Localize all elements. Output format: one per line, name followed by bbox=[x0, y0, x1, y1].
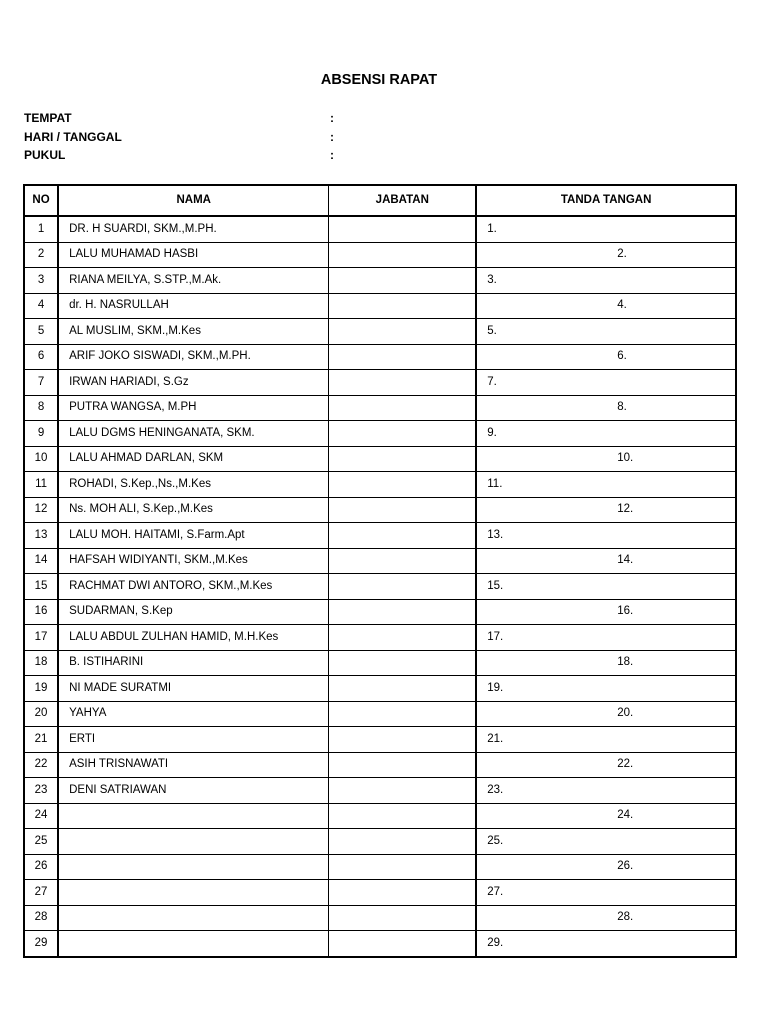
table-row bbox=[24, 370, 736, 396]
cell-tanda-tangan: 20. bbox=[476, 701, 736, 727]
cell-jabatan bbox=[329, 701, 476, 727]
cell-tanda-tangan: 13. bbox=[476, 523, 736, 549]
meeting-info bbox=[24, 111, 354, 167]
cell-nama: PUTRA WANGSA, M.PH bbox=[58, 395, 329, 421]
table-row bbox=[24, 216, 736, 242]
cell-jabatan bbox=[329, 727, 476, 753]
header-row bbox=[24, 185, 736, 216]
meta-colon: : bbox=[330, 129, 334, 144]
cell-nama: RIANA MEILYA, S.STP.,M.Ak. bbox=[58, 268, 329, 294]
table-row bbox=[24, 625, 736, 651]
table-row bbox=[24, 803, 736, 829]
meta-row-tempat bbox=[24, 111, 354, 130]
table-row bbox=[24, 701, 736, 727]
cell-jabatan bbox=[329, 268, 476, 294]
cell-tanda-tangan: 26. bbox=[476, 854, 736, 880]
meta-colon: : bbox=[330, 111, 334, 125]
meta-label: HARI / TANGGAL bbox=[24, 129, 122, 144]
cell-no: 5 bbox=[24, 319, 58, 345]
table-row bbox=[24, 395, 736, 421]
cell-jabatan bbox=[329, 319, 476, 345]
cell-no: 21 bbox=[24, 727, 58, 753]
cell-jabatan bbox=[329, 242, 476, 268]
cell-nama: HAFSAH WIDIYANTI, SKM.,M.Kes bbox=[58, 548, 329, 574]
header-no: NO bbox=[24, 185, 58, 216]
cell-no: 15 bbox=[24, 574, 58, 600]
table-header bbox=[24, 185, 736, 216]
cell-no: 10 bbox=[24, 446, 58, 472]
cell-tanda-tangan: 6. bbox=[476, 344, 736, 370]
cell-nama: DENI SATRIAWAN bbox=[58, 778, 329, 804]
cell-nama: ASIH TRISNAWATI bbox=[58, 752, 329, 778]
cell-nama: LALU ABDUL ZULHAN HAMID, M.H.Kes bbox=[58, 625, 329, 651]
cell-no: 22 bbox=[24, 752, 58, 778]
table-row bbox=[24, 319, 736, 345]
cell-no: 28 bbox=[24, 905, 58, 931]
meta-row-pukul bbox=[24, 148, 354, 167]
cell-nama bbox=[58, 931, 329, 957]
cell-tanda-tangan: 2. bbox=[476, 242, 736, 268]
cell-jabatan bbox=[329, 497, 476, 523]
cell-no: 14 bbox=[24, 548, 58, 574]
cell-jabatan bbox=[329, 344, 476, 370]
cell-tanda-tangan: 7. bbox=[476, 370, 736, 396]
table-row bbox=[24, 523, 736, 549]
cell-jabatan bbox=[329, 829, 476, 855]
table-row bbox=[24, 472, 736, 498]
cell-no: 17 bbox=[24, 625, 58, 651]
table-row bbox=[24, 829, 736, 855]
table-row bbox=[24, 650, 736, 676]
table-row bbox=[24, 905, 736, 931]
cell-no: 3 bbox=[24, 268, 58, 294]
cell-jabatan bbox=[329, 446, 476, 472]
cell-nama: LALU AHMAD DARLAN, SKM bbox=[58, 446, 329, 472]
cell-nama: ROHADI, S.Kep.,Ns.,M.Kes bbox=[58, 472, 329, 498]
cell-nama bbox=[58, 803, 329, 829]
table-row bbox=[24, 242, 736, 268]
table-row bbox=[24, 293, 736, 319]
cell-no: 8 bbox=[24, 395, 58, 421]
cell-tanda-tangan: 14. bbox=[476, 548, 736, 574]
cell-jabatan bbox=[329, 293, 476, 319]
table-row bbox=[24, 931, 736, 957]
attendance-table bbox=[23, 184, 737, 958]
cell-nama: LALU MUHAMAD HASBI bbox=[58, 242, 329, 268]
cell-no: 18 bbox=[24, 650, 58, 676]
cell-nama: dr. H. NASRULLAH bbox=[58, 293, 329, 319]
cell-tanda-tangan: 8. bbox=[476, 395, 736, 421]
cell-nama: ARIF JOKO SISWADI, SKM.,M.PH. bbox=[58, 344, 329, 370]
cell-tanda-tangan: 24. bbox=[476, 803, 736, 829]
cell-no: 27 bbox=[24, 880, 58, 906]
meta-row-hari-tanggal bbox=[24, 130, 354, 149]
cell-tanda-tangan: 27. bbox=[476, 880, 736, 906]
cell-tanda-tangan: 11. bbox=[476, 472, 736, 498]
table-row bbox=[24, 497, 736, 523]
cell-jabatan bbox=[329, 676, 476, 702]
cell-no: 4 bbox=[24, 293, 58, 319]
cell-tanda-tangan: 17. bbox=[476, 625, 736, 651]
cell-nama: SUDARMAN, S.Kep bbox=[58, 599, 329, 625]
table-row bbox=[24, 344, 736, 370]
table-row bbox=[24, 880, 736, 906]
cell-jabatan bbox=[329, 803, 476, 829]
cell-nama: B. ISTIHARINI bbox=[58, 650, 329, 676]
header-nama: NAMA bbox=[58, 185, 329, 216]
cell-no: 9 bbox=[24, 421, 58, 447]
table-row bbox=[24, 574, 736, 600]
cell-jabatan bbox=[329, 752, 476, 778]
cell-nama: NI MADE SURATMI bbox=[58, 676, 329, 702]
header-tanda-tangan: TANDA TANGAN bbox=[476, 185, 736, 216]
cell-nama: YAHYA bbox=[58, 701, 329, 727]
cell-tanda-tangan: 18. bbox=[476, 650, 736, 676]
cell-tanda-tangan: 9. bbox=[476, 421, 736, 447]
cell-tanda-tangan: 10. bbox=[476, 446, 736, 472]
table-row bbox=[24, 752, 736, 778]
cell-tanda-tangan: 15. bbox=[476, 574, 736, 600]
cell-no: 29 bbox=[24, 931, 58, 957]
cell-nama: Ns. MOH ALI, S.Kep.,M.Kes bbox=[58, 497, 329, 523]
cell-jabatan bbox=[329, 931, 476, 957]
cell-jabatan bbox=[329, 395, 476, 421]
cell-nama: LALU DGMS HENINGANATA, SKM. bbox=[58, 421, 329, 447]
meta-label: TEMPAT bbox=[24, 111, 72, 125]
cell-nama: IRWAN HARIADI, S.Gz bbox=[58, 370, 329, 396]
cell-tanda-tangan: 19. bbox=[476, 676, 736, 702]
cell-tanda-tangan: 28. bbox=[476, 905, 736, 931]
cell-jabatan bbox=[329, 650, 476, 676]
cell-nama bbox=[58, 905, 329, 931]
cell-jabatan bbox=[329, 548, 476, 574]
table-row bbox=[24, 676, 736, 702]
meta-colon: : bbox=[330, 148, 334, 162]
table-row bbox=[24, 268, 736, 294]
cell-tanda-tangan: 12. bbox=[476, 497, 736, 523]
cell-tanda-tangan: 23. bbox=[476, 778, 736, 804]
cell-jabatan bbox=[329, 599, 476, 625]
cell-jabatan bbox=[329, 421, 476, 447]
cell-no: 13 bbox=[24, 523, 58, 549]
cell-no: 25 bbox=[24, 829, 58, 855]
cell-tanda-tangan: 5. bbox=[476, 319, 736, 345]
table-row bbox=[24, 548, 736, 574]
meta-label: PUKUL bbox=[24, 148, 66, 162]
cell-no: 16 bbox=[24, 599, 58, 625]
cell-no: 20 bbox=[24, 701, 58, 727]
cell-tanda-tangan: 25. bbox=[476, 829, 736, 855]
cell-nama: RACHMAT DWI ANTORO, SKM.,M.Kes bbox=[58, 574, 329, 600]
cell-jabatan bbox=[329, 574, 476, 600]
cell-tanda-tangan: 16. bbox=[476, 599, 736, 625]
cell-jabatan bbox=[329, 905, 476, 931]
cell-tanda-tangan: 22. bbox=[476, 752, 736, 778]
table-row bbox=[24, 599, 736, 625]
cell-no: 24 bbox=[24, 803, 58, 829]
cell-no: 26 bbox=[24, 854, 58, 880]
cell-no: 19 bbox=[24, 676, 58, 702]
cell-jabatan bbox=[329, 523, 476, 549]
document-title: ABSENSI RAPAT bbox=[320, 72, 438, 88]
cell-nama: DR. H SUARDI, SKM.,M.PH. bbox=[58, 216, 329, 242]
table-row bbox=[24, 778, 736, 804]
cell-nama: AL MUSLIM, SKM.,M.Kes bbox=[58, 319, 329, 345]
table-row bbox=[24, 446, 736, 472]
cell-no: 23 bbox=[24, 778, 58, 804]
cell-nama bbox=[58, 880, 329, 906]
cell-tanda-tangan: 1. bbox=[476, 216, 736, 242]
cell-no: 11 bbox=[24, 472, 58, 498]
cell-no: 2 bbox=[24, 242, 58, 268]
table-row bbox=[24, 854, 736, 880]
table-body bbox=[24, 216, 736, 957]
header-jabatan: JABATAN bbox=[329, 185, 476, 216]
cell-nama: ERTI bbox=[58, 727, 329, 753]
cell-jabatan bbox=[329, 472, 476, 498]
cell-jabatan bbox=[329, 778, 476, 804]
cell-jabatan bbox=[329, 370, 476, 396]
cell-tanda-tangan: 3. bbox=[476, 268, 736, 294]
cell-no: 12 bbox=[24, 497, 58, 523]
table-row bbox=[24, 421, 736, 447]
cell-jabatan bbox=[329, 216, 476, 242]
cell-tanda-tangan: 21. bbox=[476, 727, 736, 753]
cell-nama bbox=[58, 854, 329, 880]
cell-no: 6 bbox=[24, 344, 58, 370]
cell-nama: LALU MOH. HAITAMI, S.Farm.Apt bbox=[58, 523, 329, 549]
cell-nama bbox=[58, 829, 329, 855]
cell-jabatan bbox=[329, 625, 476, 651]
cell-tanda-tangan: 29. bbox=[476, 931, 736, 957]
cell-jabatan bbox=[329, 854, 476, 880]
cell-no: 1 bbox=[24, 216, 58, 242]
cell-no: 7 bbox=[24, 370, 58, 396]
table-row bbox=[24, 727, 736, 753]
cell-jabatan bbox=[329, 880, 476, 906]
cell-tanda-tangan: 4. bbox=[476, 293, 736, 319]
